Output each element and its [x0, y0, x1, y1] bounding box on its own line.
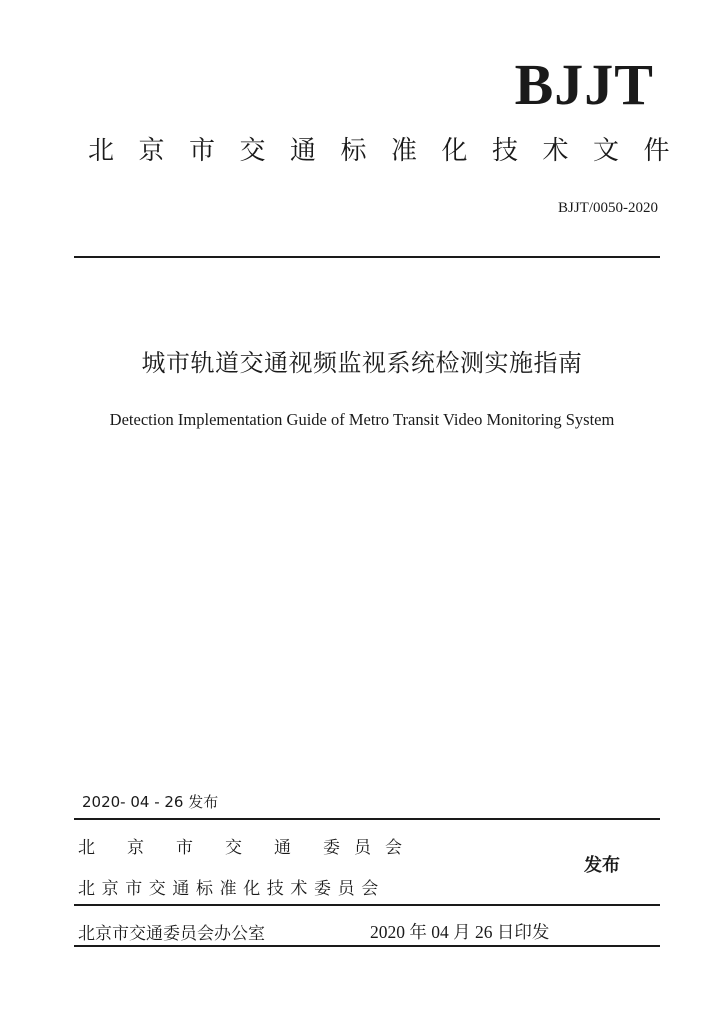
document-number: BJJT/0050-2020	[557, 200, 658, 216]
title-english: Detection Implementation Guide of Metro Transit Video Monitoring System	[109, 410, 615, 429]
release-date: 2020- 04 - 26 发布	[82, 793, 219, 811]
title-chinese: 城市轨道交通视频监视系统检测实施指南	[141, 349, 583, 377]
issuing-office: 北京市交通委员会办公室	[78, 924, 265, 944]
issuer-transport-commission: 北 京 市 交 通 委 员 会	[78, 838, 402, 858]
footer-divider-bottom	[74, 945, 660, 947]
publish-label: 发布	[584, 855, 620, 876]
header-divider	[74, 256, 660, 258]
footer-divider-top	[74, 818, 660, 820]
footer-divider-middle	[74, 904, 660, 906]
bjjt-logo: BJJT	[514, 52, 654, 117]
issuer-standardization-committee: 北京市交通标准化技术委员会	[78, 879, 385, 899]
document-series: 北京市交通标准化技术文件	[88, 136, 695, 166]
print-date: 2020 年 04 月 26 日印发	[370, 922, 550, 942]
